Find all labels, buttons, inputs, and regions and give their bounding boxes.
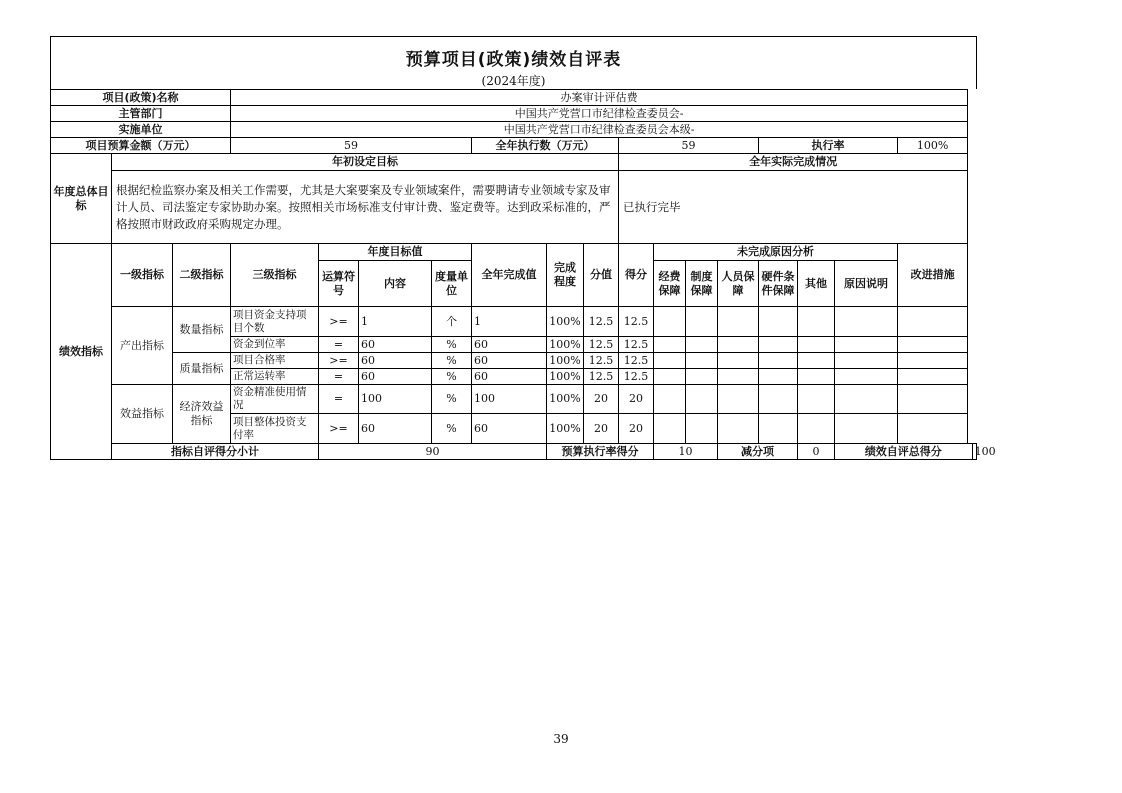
row-summary <box>51 444 977 460</box>
indicator-unit: % <box>432 385 472 414</box>
goals-actual-header: 全年实际完成情况 <box>619 154 968 171</box>
empty-cell <box>835 369 898 385</box>
empty-cell <box>654 307 686 337</box>
goals-section-label: 年度总体目标 <box>51 154 112 244</box>
deduct-label: 减分项 <box>718 444 798 460</box>
indicator-completion: 100% <box>547 353 584 369</box>
empty-cell <box>898 414 968 444</box>
empty-cell <box>718 369 759 385</box>
empty-cell <box>898 385 968 414</box>
header-operator: 运算符号 <box>319 261 359 307</box>
level2-econ: 经济效益指标 <box>173 385 231 444</box>
empty-cell <box>686 414 718 444</box>
level2-quality: 质量指标 <box>173 353 231 385</box>
header-target-group: 年度目标值 <box>319 244 472 261</box>
header-reason-group: 未完成原因分析 <box>654 244 898 261</box>
indicator-completion: 100% <box>547 337 584 353</box>
indicator-score: 20 <box>619 385 654 414</box>
budget-rate-label: 预算执行率得分 <box>547 444 654 460</box>
empty-cell <box>686 307 718 337</box>
level1-benefit: 效益指标 <box>112 385 173 444</box>
indicator-unit: % <box>432 353 472 369</box>
indicator-completion: 100% <box>547 414 584 444</box>
header-reason-note: 原因说明 <box>835 261 898 307</box>
executed-value: 59 <box>619 138 759 154</box>
empty-cell <box>835 385 898 414</box>
indicator-operator: >= <box>319 353 359 369</box>
indicator-score: 12.5 <box>619 353 654 369</box>
indicator-actual: 60 <box>472 369 547 385</box>
title-box <box>50 36 977 89</box>
total-value: 100 <box>972 444 976 460</box>
indicator-content: 60 <box>359 337 432 353</box>
empty-cell <box>654 369 686 385</box>
empty-cell <box>718 385 759 414</box>
empty-cell <box>759 414 798 444</box>
dept-value: 中国共产党营口市纪律检查委员会- <box>231 106 968 122</box>
header-content: 内容 <box>359 261 432 307</box>
goals-actual-text: 已执行完毕 <box>619 171 968 244</box>
table-row <box>51 307 977 337</box>
indicator-unit: % <box>432 337 472 353</box>
empty-cell <box>835 307 898 337</box>
indicator-weight: 20 <box>584 385 619 414</box>
exec-rate-value: 100% <box>898 138 968 154</box>
project-name-label: 项目(政策)名称 <box>51 90 231 106</box>
indicator-weight: 12.5 <box>584 353 619 369</box>
indicator-operator: = <box>319 369 359 385</box>
indicator-operator: = <box>319 385 359 414</box>
indicator-actual: 60 <box>472 414 547 444</box>
empty-cell <box>798 414 835 444</box>
empty-cell <box>654 353 686 369</box>
header-level2: 二级指标 <box>173 244 231 307</box>
indicator-unit: % <box>432 369 472 385</box>
empty-cell <box>718 337 759 353</box>
row-dept <box>51 106 977 122</box>
indicator-actual: 100 <box>472 385 547 414</box>
row-budget <box>51 138 977 154</box>
indicator-weight: 12.5 <box>584 307 619 337</box>
indicator-score: 12.5 <box>619 369 654 385</box>
page-subtitle: (2024年度) <box>481 74 546 88</box>
empty-cell <box>835 353 898 369</box>
goals-initial-text: 根据纪检监察办案及相关工作需要，尤其是大案要案及专业领域案件，需要聘请专业领域专家及审计人员、司法鉴定专家协助办案。按照相关市场标准支付审计费、鉴定费等。达到政采标准的，严格按照市财政政府采购规定办理。 <box>112 171 619 244</box>
level1-output: 产出指标 <box>112 307 173 385</box>
empty-cell <box>686 369 718 385</box>
page-title: 预算项目(政策)绩效自评表 <box>405 50 622 70</box>
indicators-section-label: 绩效指标 <box>51 244 112 460</box>
indicator-unit: 个 <box>432 307 472 337</box>
indicator-score: 20 <box>619 414 654 444</box>
header-level1: 一级指标 <box>112 244 173 307</box>
indicator-completion: 100% <box>547 369 584 385</box>
total-label: 绩效自评总得分 <box>835 444 973 460</box>
page-number: 39 <box>553 732 569 746</box>
header-actual: 全年完成值 <box>472 244 547 307</box>
indicator-name: 资金到位率 <box>231 337 319 353</box>
indicator-score: 12.5 <box>619 337 654 353</box>
empty-cell <box>718 414 759 444</box>
indicator-actual: 60 <box>472 353 547 369</box>
empty-cell <box>798 337 835 353</box>
evaluation-sheet <box>50 36 996 460</box>
indicator-weight: 20 <box>584 414 619 444</box>
row-goal-headers <box>51 154 977 171</box>
empty-cell <box>898 353 968 369</box>
indicator-actual: 1 <box>472 307 547 337</box>
table-row <box>51 353 977 369</box>
row-unit <box>51 122 977 138</box>
level2-quantity: 数量指标 <box>173 307 231 353</box>
indicator-operator: = <box>319 337 359 353</box>
indicator-completion: 100% <box>547 385 584 414</box>
header-improve: 改进措施 <box>898 244 968 307</box>
empty-cell <box>759 385 798 414</box>
empty-cell <box>835 337 898 353</box>
deduct-value: 0 <box>798 444 835 460</box>
header-reason-funding: 经费保障 <box>654 261 686 307</box>
empty-cell <box>759 353 798 369</box>
empty-cell <box>898 369 968 385</box>
empty-cell <box>898 337 968 353</box>
row-goal-text <box>51 171 977 244</box>
header-reason-hardware: 硬件条件保障 <box>759 261 798 307</box>
empty-cell <box>718 353 759 369</box>
subtotal-value: 90 <box>319 444 547 460</box>
row-project-name <box>51 90 977 106</box>
indicator-operator: >= <box>319 414 359 444</box>
dept-label: 主管部门 <box>51 106 231 122</box>
empty-cell <box>686 385 718 414</box>
indicator-content: 60 <box>359 353 432 369</box>
budget-label: 项目预算金额（万元） <box>51 138 231 154</box>
row-indicator-header-1 <box>51 244 977 261</box>
header-reason-staff: 人员保障 <box>718 261 759 307</box>
indicator-score: 12.5 <box>619 307 654 337</box>
budget-rate-value: 10 <box>654 444 718 460</box>
indicator-name: 资金精准使用情况 <box>231 385 319 414</box>
header-reason-other: 其他 <box>798 261 835 307</box>
indicator-name: 项目合格率 <box>231 353 319 369</box>
indicator-content: 100 <box>359 385 432 414</box>
empty-cell <box>759 307 798 337</box>
empty-cell <box>898 307 968 337</box>
evaluation-table <box>50 89 996 460</box>
indicator-weight: 12.5 <box>584 369 619 385</box>
indicator-content: 60 <box>359 414 432 444</box>
header-level3: 三级指标 <box>231 244 319 307</box>
header-completion: 完成程度 <box>547 244 584 307</box>
empty-cell <box>686 337 718 353</box>
header-reason-system: 制度保障 <box>686 261 718 307</box>
header-unit: 度量单位 <box>432 261 472 307</box>
header-score: 得分 <box>619 244 654 307</box>
empty-cell <box>654 337 686 353</box>
indicator-completion: 100% <box>547 307 584 337</box>
unit-value: 中国共产党营口市纪律检查委员会本级- <box>231 122 968 138</box>
exec-rate-label: 执行率 <box>759 138 898 154</box>
empty-cell <box>798 307 835 337</box>
empty-cell <box>798 353 835 369</box>
indicator-content: 1 <box>359 307 432 337</box>
indicator-actual: 60 <box>472 337 547 353</box>
empty-cell <box>798 385 835 414</box>
indicator-content: 60 <box>359 369 432 385</box>
empty-cell <box>759 369 798 385</box>
unit-label: 实施单位 <box>51 122 231 138</box>
table-row <box>51 385 977 414</box>
goals-initial-header: 年初设定目标 <box>112 154 619 171</box>
indicator-weight: 12.5 <box>584 337 619 353</box>
indicator-name: 项目资金支持项目个数 <box>231 307 319 337</box>
project-name-value: 办案审计评估费 <box>231 90 968 106</box>
subtotal-label: 指标自评得分小计 <box>112 444 319 460</box>
empty-cell <box>835 414 898 444</box>
executed-label: 全年执行数（万元） <box>472 138 619 154</box>
empty-cell <box>759 337 798 353</box>
indicator-name: 项目整体投资支付率 <box>231 414 319 444</box>
indicator-unit: % <box>432 414 472 444</box>
indicator-operator: >= <box>319 307 359 337</box>
empty-cell <box>798 369 835 385</box>
empty-cell <box>654 385 686 414</box>
indicator-name: 正常运转率 <box>231 369 319 385</box>
header-score-value: 分值 <box>584 244 619 307</box>
empty-cell <box>718 307 759 337</box>
empty-cell <box>654 414 686 444</box>
budget-value: 59 <box>231 138 472 154</box>
empty-cell <box>686 353 718 369</box>
